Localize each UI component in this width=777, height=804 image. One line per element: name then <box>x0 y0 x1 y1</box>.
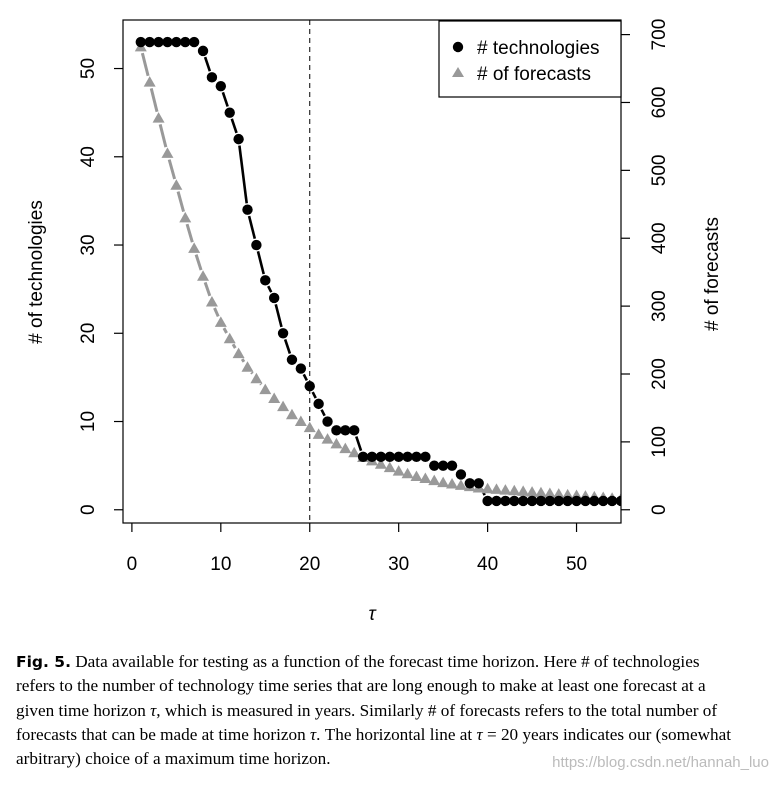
forecasts-point <box>161 147 173 158</box>
forecasts-segment <box>224 328 227 333</box>
forecasts-segment <box>242 359 244 362</box>
technologies-point <box>438 460 448 470</box>
y-right-tick-label: 500 <box>649 154 670 187</box>
y-left-tick-label: 40 <box>78 146 99 168</box>
technologies-segment <box>322 410 325 416</box>
y-axis-left <box>78 58 123 515</box>
y-right-tick-label: 600 <box>649 86 670 119</box>
y-right-tick-label: 300 <box>649 290 670 322</box>
forecasts-point <box>215 316 227 327</box>
technologies-point <box>536 496 546 506</box>
forecasts-segment <box>178 192 183 212</box>
technologies-point <box>580 496 590 506</box>
technologies-segment <box>285 339 290 353</box>
y-left-tick-label: 10 <box>78 410 99 433</box>
technologies-point <box>474 478 484 488</box>
x-tick-label: 20 <box>299 554 321 575</box>
technologies-point <box>598 496 608 506</box>
caption-text-4: = 20 years indicates our (somewhat arbitrary) choice of a maximum time horizon. <box>16 724 732 769</box>
technologies-segment <box>223 92 228 106</box>
forecasts-point <box>170 179 182 190</box>
forecasts-point <box>437 477 449 488</box>
technologies-point <box>153 37 163 47</box>
forecasts-point <box>144 76 156 87</box>
technologies-point <box>198 46 208 56</box>
technologies-point <box>331 425 341 435</box>
technologies-point <box>144 37 154 47</box>
forecasts-segment <box>233 344 235 348</box>
x-axis-label: τ <box>368 604 376 625</box>
caption-text-2: , which is measured in years. Similarly # of forecasts refers to the total number of forecasts that can be made at time horizon <box>16 700 718 744</box>
forecasts-segment <box>142 53 148 76</box>
y-axis-right-label: # of forecasts <box>702 216 723 332</box>
technologies-point <box>429 460 439 470</box>
x-tick-label: 50 <box>565 554 588 575</box>
technologies-point <box>491 496 501 506</box>
technologies-point <box>296 363 306 373</box>
technologies-point <box>385 452 395 462</box>
technologies-point <box>393 452 403 462</box>
legend-box <box>439 21 621 97</box>
forecasts-point <box>402 468 414 479</box>
forecasts-point <box>242 361 254 372</box>
forecasts-segment <box>205 282 210 296</box>
forecasts-segment <box>196 255 201 270</box>
caption-text-1: Data available for testing as a function of the forecast time horizon. Here # of technologies refers to the number of technology time series that are long enough to make at least one forecast at a given time horizon <box>16 652 706 720</box>
caption-tau-1: τ <box>150 700 157 720</box>
technologies-segment <box>232 119 237 133</box>
technologies-point <box>589 496 599 506</box>
y-left-tick-label: 50 <box>78 57 99 80</box>
forecasts-point <box>179 212 191 223</box>
technologies-point <box>456 469 466 479</box>
x-tick-label: 30 <box>388 554 410 575</box>
forecasts-point <box>410 471 422 482</box>
technologies-point <box>607 496 617 506</box>
technologies-point <box>305 381 315 391</box>
technologies-point <box>242 205 252 215</box>
technologies-point <box>554 496 564 506</box>
forecasts-point <box>224 333 236 344</box>
technologies-point <box>233 134 243 144</box>
y-right-tick-label: 400 <box>649 222 670 255</box>
forecasts-segment <box>187 224 192 242</box>
caption-tau-3: τ <box>476 724 483 744</box>
technologies-point <box>225 107 235 117</box>
y-left-tick-label: 20 <box>78 322 99 344</box>
technologies-point <box>251 240 261 250</box>
legend-circle-marker <box>453 42 463 52</box>
technologies-segment <box>304 374 307 380</box>
forecasts-segment <box>151 88 157 111</box>
technologies-segment <box>249 216 255 239</box>
y-right-tick-label: 100 <box>649 426 670 458</box>
technologies-point <box>340 425 350 435</box>
legend <box>439 21 621 97</box>
technologies-point <box>447 460 457 470</box>
forecasts-series <box>135 41 627 504</box>
technologies-segment <box>356 437 361 451</box>
technologies-segment <box>239 146 246 204</box>
y-right-tick-label: 200 <box>649 358 670 390</box>
technologies-segment <box>268 286 271 292</box>
forecasts-point <box>197 270 209 281</box>
technologies-point <box>518 496 528 506</box>
legend-entry-technologies: # technologies <box>477 38 600 59</box>
technologies-segment <box>205 57 210 71</box>
forecasts-point <box>419 473 431 484</box>
technologies-point <box>171 37 181 47</box>
technologies-point <box>322 416 332 426</box>
forecasts-point <box>259 384 271 395</box>
technologies-point <box>269 293 279 303</box>
technologies-point <box>278 328 288 338</box>
y-right-tick-label: 700 <box>649 18 670 51</box>
forecasts-point <box>446 478 458 489</box>
legend-entry-forecasts: # of forecasts <box>477 64 592 85</box>
forecasts-point <box>250 373 262 384</box>
technologies-point <box>358 452 368 462</box>
technologies-point <box>500 496 510 506</box>
technologies-point <box>349 425 359 435</box>
technologies-point <box>562 496 572 506</box>
technologies-segment <box>276 304 282 327</box>
technologies-point <box>527 496 537 506</box>
technologies-point <box>162 37 172 47</box>
technologies-segment <box>258 251 264 274</box>
technologies-point <box>482 496 492 506</box>
forecasts-segment <box>261 384 262 385</box>
y-axis-right <box>621 19 670 515</box>
technologies-point <box>465 478 475 488</box>
x-tick-label: 10 <box>210 554 232 575</box>
technologies-point <box>420 452 430 462</box>
forecasts-segment <box>160 124 166 147</box>
technologies-point <box>287 355 297 365</box>
caption-label: Fig. 5. <box>16 653 71 671</box>
forecasts-segment <box>169 160 174 179</box>
technologies-point <box>180 37 190 47</box>
technologies-point <box>545 496 555 506</box>
forecasts-point <box>428 475 440 486</box>
technologies-point <box>509 496 519 506</box>
forecasts-point <box>188 242 200 253</box>
y-left-tick-label: 0 <box>78 504 99 516</box>
technologies-point <box>402 452 412 462</box>
caption-tau-2: τ <box>309 724 317 744</box>
technologies-point <box>571 496 581 506</box>
technologies-point <box>136 37 146 47</box>
technologies-point <box>216 81 226 91</box>
forecasts-point <box>304 422 316 433</box>
forecasts-segment <box>251 372 252 373</box>
y-right-tick-label: 0 <box>649 504 670 516</box>
forecasts-segment <box>215 308 219 316</box>
technologies-point <box>313 399 323 409</box>
technologies-point <box>260 275 270 285</box>
x-tick-label: 0 <box>126 554 138 575</box>
x-tick-label: 40 <box>477 554 499 575</box>
forecasts-point <box>206 296 218 307</box>
technologies-point <box>376 452 386 462</box>
forecasts-point <box>153 112 165 123</box>
y-left-tick-label: 30 <box>78 234 99 256</box>
y-axis-left-label: # of technologies <box>26 200 47 344</box>
technologies-segment <box>313 392 316 398</box>
technologies-point <box>367 452 377 462</box>
forecasts-point <box>233 348 245 359</box>
watermark: https://blog.csdn.net/hannah_luo <box>552 754 769 771</box>
caption-text-3: . The horizontal line at <box>316 724 477 744</box>
technologies-point <box>411 452 421 462</box>
technologies-series <box>136 37 627 506</box>
technologies-point <box>207 72 217 82</box>
x-axis <box>127 523 588 575</box>
technologies-point <box>189 37 199 47</box>
